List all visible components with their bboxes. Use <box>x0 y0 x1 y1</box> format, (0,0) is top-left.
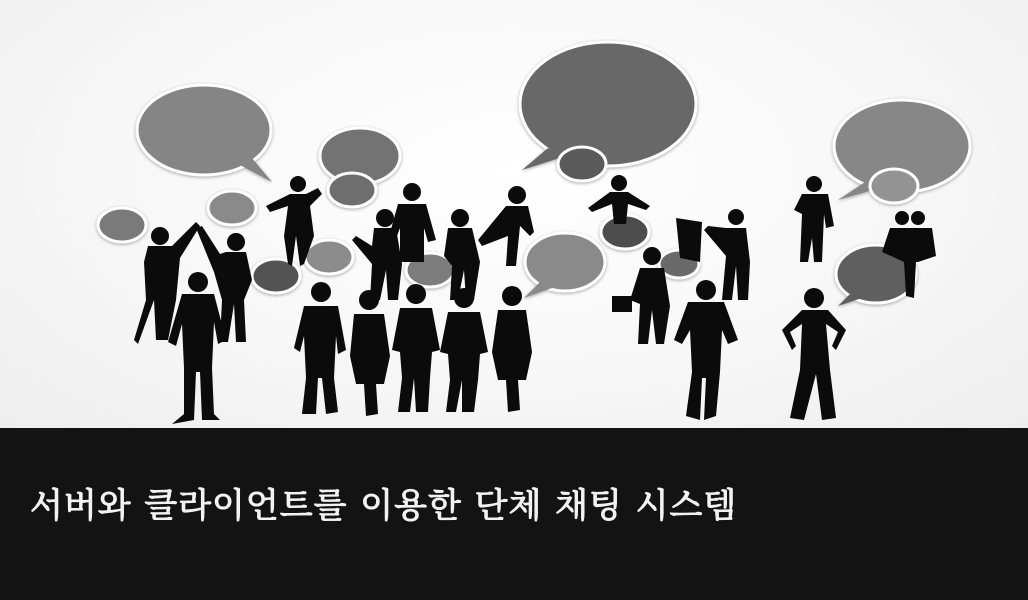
speech-bubble-icon <box>252 259 300 293</box>
person-silhouette <box>440 288 488 412</box>
person-silhouette <box>350 290 390 416</box>
person-silhouette <box>492 286 532 412</box>
speech-bubble-icon <box>870 169 918 203</box>
speech-bubble-icon <box>558 147 606 181</box>
speech-bubble-icon <box>305 240 353 274</box>
slide-title: 서버와 클라이언트를 이용한 단체 채팅 시스템 <box>30 486 738 526</box>
speech-bubble-icon <box>520 42 696 170</box>
person-silhouette <box>168 272 226 424</box>
speech-bubble-icon <box>208 191 256 225</box>
person-silhouette <box>674 280 738 420</box>
speech-bubble-icon <box>98 208 146 242</box>
speech-bubble-icon <box>328 173 376 207</box>
person-silhouette <box>782 288 846 420</box>
person-silhouette <box>444 209 480 300</box>
person-silhouette <box>588 175 650 224</box>
speech-bubble-icon <box>137 85 272 182</box>
speech-bubble-icon <box>524 233 605 298</box>
person-silhouette <box>392 284 440 412</box>
person-silhouette <box>294 282 346 414</box>
person-silhouette <box>794 176 834 262</box>
